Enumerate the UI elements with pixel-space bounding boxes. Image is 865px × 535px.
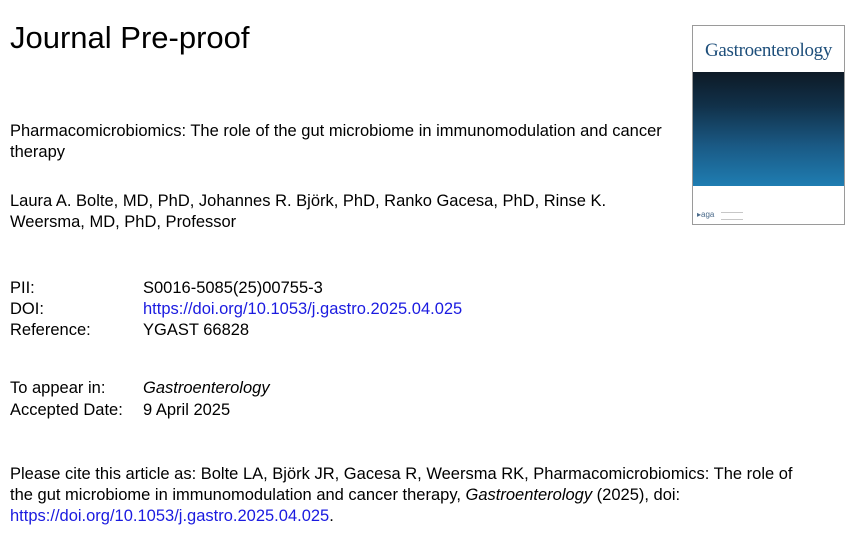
citation-middle: (2025), doi: <box>592 486 681 504</box>
article-authors: Laura A. Bolte, MD, PhD, Johannes R. Björk, PhD, Ranko Gacesa, PhD, Rinse K. Weersma, MD, PhD, Professor <box>10 192 607 231</box>
doi-link[interactable]: https://doi.org/10.1053/j.gastro.2025.04.025 <box>143 300 463 318</box>
cover-image-band <box>693 72 844 186</box>
accepted-date-value: 9 April 2025 <box>143 401 231 419</box>
cover-journal-name: Gastroenterology <box>704 40 833 61</box>
citation-suffix: . <box>329 507 334 525</box>
pii-label: PII: <box>10 279 35 297</box>
aga-logo: ▸aga <box>697 210 715 219</box>
reference-value: YGAST 66828 <box>143 321 250 339</box>
accepted-date-label: Accepted Date: <box>10 401 123 419</box>
appear-in-label: To appear in: <box>10 379 106 397</box>
journal-cover-thumbnail <box>692 25 845 225</box>
page-title: Journal Pre-proof <box>10 20 250 55</box>
aga-logo-text: aga <box>701 210 715 219</box>
appear-in-journal: Gastroenterology <box>143 379 270 397</box>
citation-doi-link[interactable]: https://doi.org/10.1053/j.gastro.2025.04.025 <box>10 507 330 525</box>
citation-journal: Gastroenterology <box>465 486 593 504</box>
citation-prefix: Please cite this article as: Bolte LA, Björk JR, Gacesa R, Weersma RK, Pharmacomicrobiomics: The role of the gut microbiome in immunomodulation and cancer therapy, <box>10 465 793 504</box>
article-title: Pharmacomicrobiomics: The role of the gut microbiome in immunomodulation and cancer therapy <box>10 122 662 161</box>
cover-logo-lines <box>721 212 743 220</box>
pii-value: S0016-5085(25)00755-3 <box>143 279 323 297</box>
doi-label: DOI: <box>10 300 44 318</box>
citation-paragraph <box>10 464 810 527</box>
reference-label: Reference: <box>10 321 91 339</box>
